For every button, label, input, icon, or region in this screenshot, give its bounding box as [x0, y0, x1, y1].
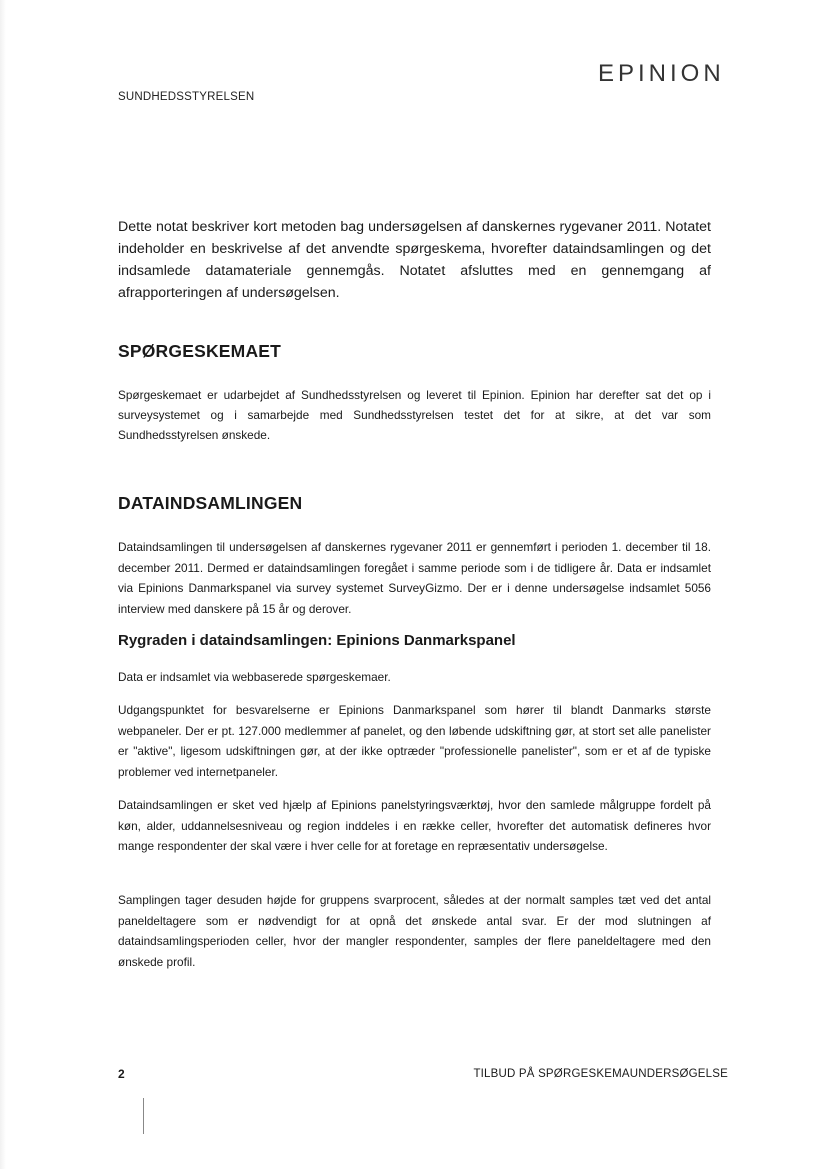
epinion-logo: EPINION	[598, 60, 725, 87]
dataindsamlingen-paragraph: Dataindsamlingen til undersøgelsen af danskernes rygevaner 2011 er gennemført i perioden 1. december til 18. december 2011. Dermed er dataindsamlingen foregået i samme periode som i de tidligere år. Data er indsamlet via Epinions Danmarkspanel via survey systemet SurveyGizmo. Der er i denne undersøgelse indsamlet 5056 interview med danskere på 15 år og derover.	[118, 540, 711, 616]
scan-binder-mark	[143, 1098, 144, 1134]
subsection-heading-rygraden: Rygraden i dataindsamlingen: Epinions Danmarkspanel	[118, 632, 516, 649]
rygraden-paragraph-1: Data er indsamlet via webbaserede spørgeskemaer.	[118, 670, 391, 684]
sporgeskemaet-paragraph: Spørgeskemaet er udarbejdet af Sundhedsstyrelsen og leveret til Epinion. Epinion har derefter sat det op i surveysystemet og i samarbejde med Sundhedsstyrelsen testet det for at sikre, at det var som Sundhedsstyrelsen ønskede.	[118, 388, 711, 442]
intro-paragraph: Dette notat beskriver kort metoden bag undersøgelsen af danskernes rygevaner 2011. Notatet indeholder en beskrivelse af det anvendte spørgeskema, hvorefter dataindsamlingen og det indsamlede datamateriale gennemgås. Notatet afsluttes med en gennemgang af afrapporteringen af undersøgelsen.	[118, 219, 711, 301]
rygraden-paragraph-2: Udgangspunktet for besvarelserne er Epinions Danmarkspanel som hører til blandt Danmarks største webpaneler. Der er pt. 127.000 medlemmer af panelet, og den løbende udskiftning gør, at stort set alle panelister er "aktive", ligesom udskiftningen gør, at der ikke optræder "professionelle panelister", som er et af de typiske problemer ved internetpaneler.	[118, 703, 711, 779]
scan-edge-shadow	[0, 0, 6, 1169]
page-number: 2	[118, 1067, 125, 1081]
rygraden-paragraph-4: Samplingen tager desuden højde for gruppens svarprocent, således at der normalt samples tæt ved det antal paneldeltagere som er nødvendigt for at opnå det ønskede antal svar. Er der mod slutningen af dataindsamlingsperioden celler, hvor der mangler respondenter, samples der flere paneldeltagere med den ønskede profil.	[118, 893, 711, 969]
section-heading-sporgeskemaet: SPØRGESKEMAET	[118, 341, 282, 361]
section-heading-dataindsamlingen: DATAINDSAMLINGEN	[118, 493, 303, 513]
footer-title: TILBUD PÅ SPØRGESKEMAUNDERSØGELSE	[473, 1068, 728, 1080]
organization-header: SUNDHEDSSTYRELSEN	[118, 91, 255, 103]
rygraden-paragraph-3: Dataindsamlingen er sket ved hjælp af Epinions panelstyringsværktøj, hvor den samlede målgruppe fordelt på køn, alder, uddannelsesniveau og region inddeles i en række celler, hvorefter det automatisk defineres hvor mange respondenter der skal være i hver celle for at foretage en repræsentativ undersøgelse.	[118, 798, 711, 853]
